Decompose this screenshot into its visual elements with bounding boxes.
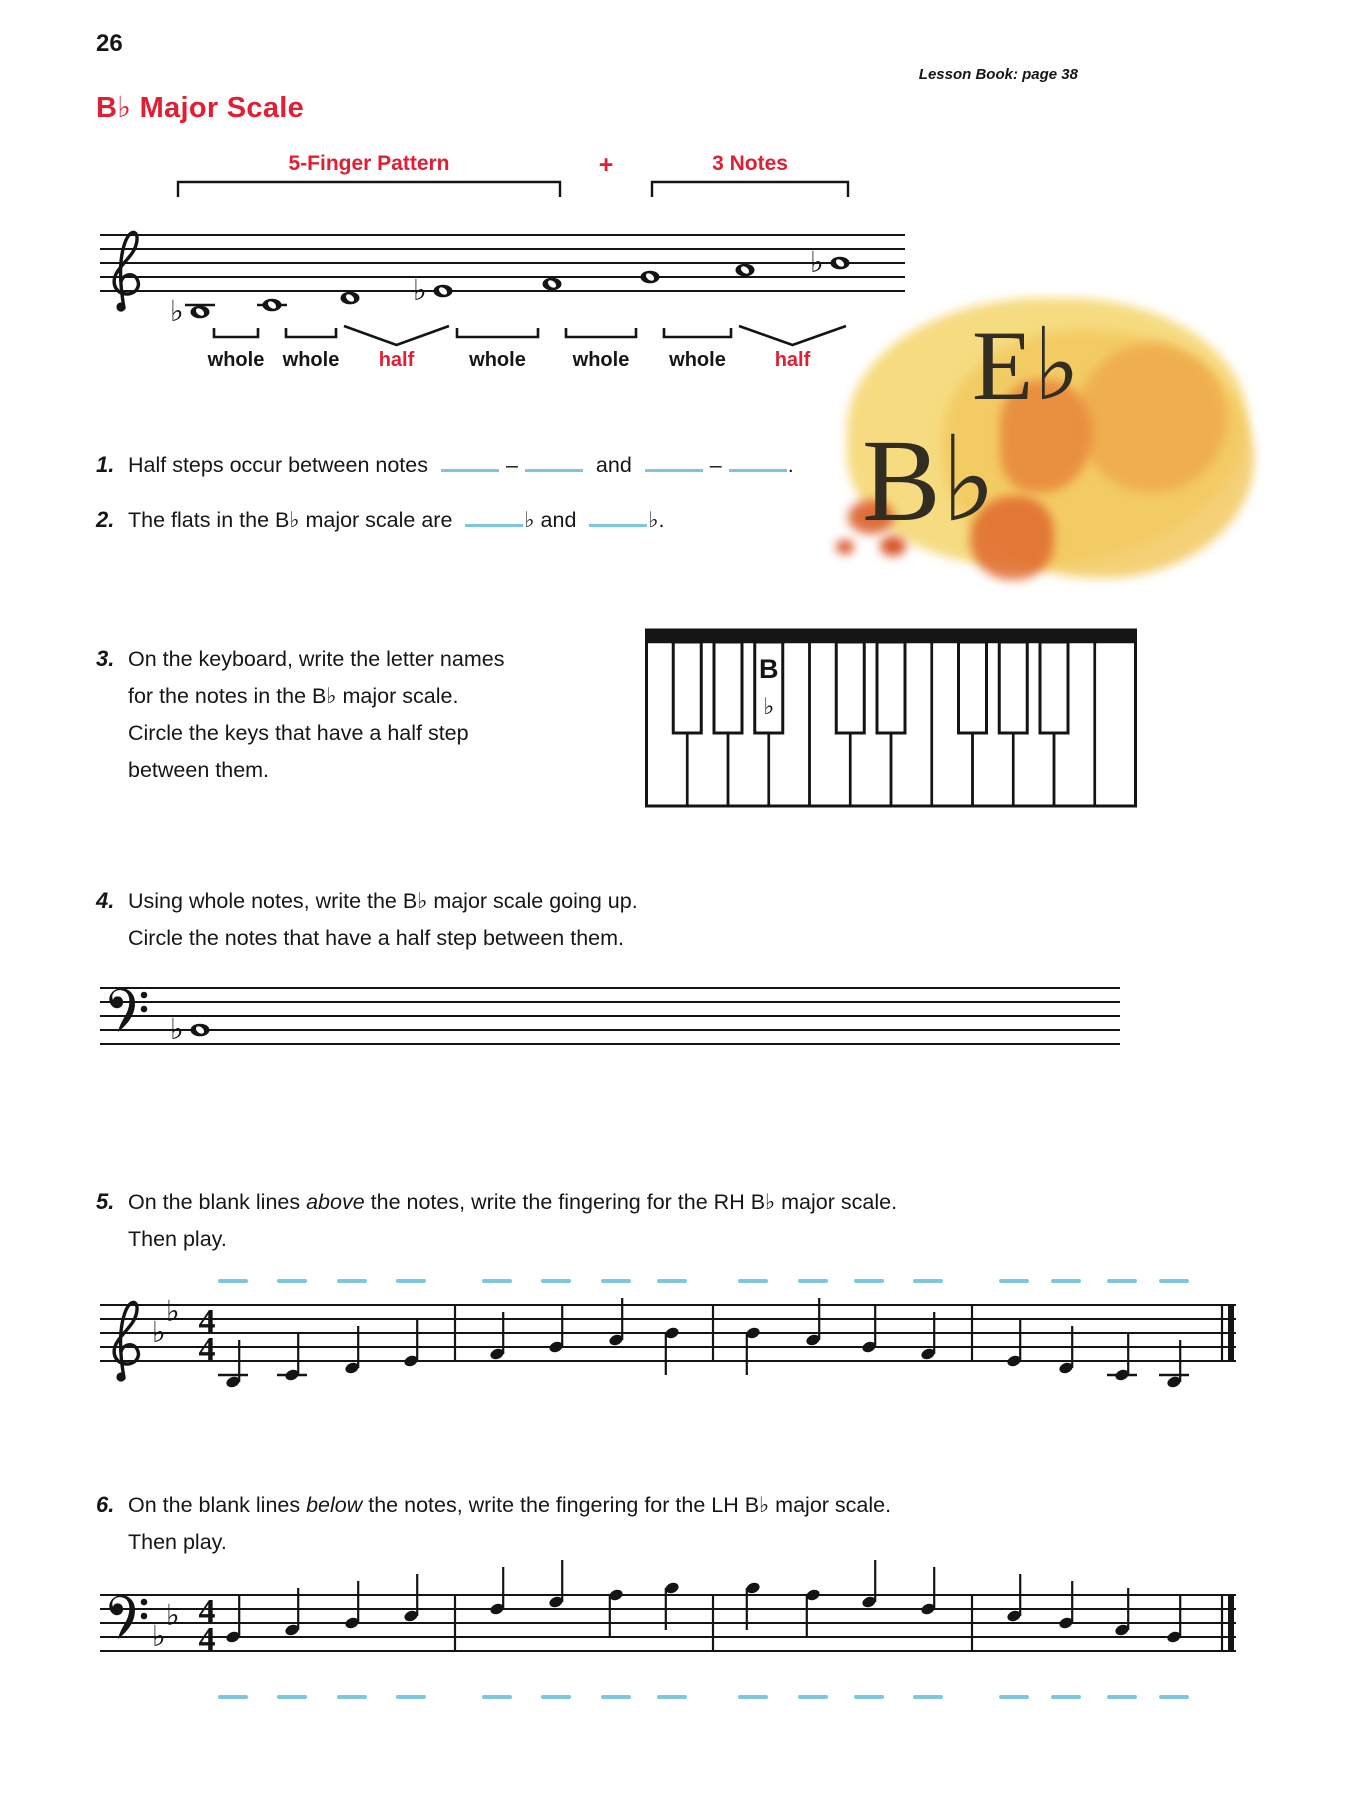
fingering-blank-dash[interactable] [482,1279,512,1283]
fingering-blank-dash[interactable] [854,1279,884,1283]
and-text: and [595,453,632,477]
staff-group [100,1294,1236,1389]
clef-ball [116,1372,125,1381]
fingering-blank-dash[interactable] [277,1695,307,1699]
fingering-blank-dash[interactable] [738,1279,768,1283]
step-label: whole [669,349,726,371]
whole-note [736,264,755,277]
fingering-blank-dash[interactable] [999,1695,1029,1699]
question-5 [96,1183,897,1258]
question-6-post: the notes, write the fingering for the LH B♭ major scale. [362,1493,892,1517]
question-5-post: the notes, write the fingering for the RH B♭ major scale. [364,1190,898,1214]
final-barline-thick [1228,1305,1234,1361]
question-6-line2: Then play. [128,1530,227,1554]
question-2-number: 2. [96,507,115,532]
question-5-pre: On the blank lines [128,1190,307,1214]
fingering-blank-dash[interactable] [337,1279,367,1283]
answer-blank[interactable] [465,506,523,527]
fingering-blank-dash[interactable] [218,1695,248,1699]
flat-accidental-icon: ♭ [810,245,824,279]
letter-b-flat: B♭ [862,415,997,546]
question-6-pre: On the blank lines [128,1493,307,1517]
keyboard-diagram [645,628,1137,810]
treble-clef-icon [114,1302,138,1378]
quarter-note [920,1567,936,1616]
fingering-blank-dash[interactable] [541,1695,571,1699]
quarter-note [344,1581,360,1630]
time-signature-bottom: 4 [198,1621,216,1658]
quarter-note [548,1560,564,1609]
step-label: half [774,349,811,371]
whole-half-step-row [207,326,846,371]
question-3 [96,640,504,789]
question-6-number: 6. [96,1492,115,1517]
quarter-note [548,1305,564,1354]
lh-scale-staff [0,1555,1350,1755]
whole-note [641,271,660,284]
watercolor-speck [836,540,854,554]
quarter-note [284,1333,300,1382]
whole-note [341,292,360,305]
three-notes-label: 3 Notes [712,152,788,175]
time-signature-top: 4 [198,1593,216,1630]
whole-step-bracket [566,328,636,337]
flat-accidental-icon: ♭ [170,294,184,328]
fingering-blank-dash[interactable] [396,1279,426,1283]
step-label: whole [207,349,265,371]
quarter-note [403,1319,419,1368]
fingering-blank-dash[interactable] [601,1279,631,1283]
clef-dot [141,992,148,999]
b-flat-key-flat-icon: ♭ [763,694,775,720]
lesson-book-reference: Lesson Book: page 38 [918,66,1078,83]
question-4-number: 4. [96,888,115,913]
clef-dot [141,1006,148,1013]
fingering-blank-dash[interactable] [541,1279,571,1283]
quarter-note [664,1326,680,1375]
question-4-line2: Circle the notes that have a half step between them. [128,926,624,950]
question-4-line1: Using whole notes, write the B♭ major scale going up. [128,889,638,913]
key-signature-flat-icon: ♭ [152,1315,166,1349]
question-6-emphasis: below [306,1493,363,1517]
and-text: and [540,508,577,532]
whole-note [191,306,210,319]
quarter-note [1058,1581,1074,1630]
whole-note [831,257,850,270]
fingering-blank-dash[interactable] [798,1695,828,1699]
fingering-blank-dash[interactable] [396,1695,426,1699]
quarter-note [805,1588,821,1637]
answer-blank[interactable] [589,506,647,527]
key-signature-flat-icon: ♭ [166,1294,180,1328]
letter-e-flat: E♭ [972,310,1081,421]
question-6 [96,1486,891,1561]
five-finger-pattern-label: 5-Finger Pattern [288,152,450,175]
flat-accidental-icon: ♭ [413,273,427,307]
fingering-blank-dash[interactable] [1159,1279,1189,1283]
fingering-blank-dash[interactable] [218,1279,248,1283]
clef-dot [141,1599,148,1606]
period: . [787,453,794,477]
question-1-number: 1. [96,452,115,477]
quarter-note [225,1595,241,1644]
answer-blank[interactable] [441,451,499,472]
step-label: whole [282,349,340,371]
three-notes-bracket [652,182,848,197]
staff-group [100,1560,1236,1658]
question-3-line3: Circle the keys that have a half step [128,721,469,745]
question-5-emphasis: above [306,1190,365,1214]
clef-ball [116,302,125,311]
staff-group [100,988,1120,1046]
quarter-note [1006,1319,1022,1368]
bass-staff-empty[interactable] [0,960,1350,1085]
question-5-line2: Then play. [128,1227,227,1251]
fingering-blank-dash[interactable] [1107,1279,1137,1283]
fingering-blank-dash[interactable] [277,1279,307,1283]
question-1 [96,450,794,480]
whole-step-bracket [214,328,258,337]
quarter-note [1114,1333,1130,1382]
question-5-number: 5. [96,1189,115,1214]
fingering-blank-dash[interactable] [913,1279,943,1283]
flat-sign-period: ♭. [648,508,665,532]
fingering-blank-dash[interactable] [1107,1695,1137,1699]
answer-blank[interactable] [525,451,583,472]
treble-clef-icon [114,232,138,308]
quarter-note [608,1588,624,1637]
question-2-text: The flats in the B♭ major scale are [128,508,453,532]
rh-scale-staff [0,1265,1350,1445]
bass-clef-icon [109,988,135,1032]
time-signature-bottom: 4 [198,1331,216,1368]
answer-blank[interactable] [645,451,703,472]
quarter-note [489,1567,505,1616]
black-key[interactable] [959,642,987,733]
quarter-note [861,1560,877,1609]
black-key[interactable] [877,642,905,733]
time-signature-top: 4 [198,1303,216,1340]
step-label: whole [469,349,526,371]
page-title: B♭ Major Scale [96,92,305,124]
answer-blank[interactable] [729,451,787,472]
page-number: 26 [96,30,123,57]
fingering-blank-dash[interactable] [337,1695,367,1699]
step-label: whole [572,349,630,371]
question-2 [96,505,665,535]
staff-group [100,232,905,328]
plus-sign: + [598,151,614,179]
fingering-blank-dash[interactable] [854,1695,884,1699]
fingering-blank-dash[interactable] [1159,1695,1189,1699]
five-finger-bracket [178,182,560,197]
half-step-bracket [344,326,449,345]
fingering-blank-dash[interactable] [601,1695,631,1699]
question-3-line4: between them. [128,758,270,782]
question-4 [96,882,638,957]
whole-note [543,278,562,291]
flat-accidental-icon: ♭ [170,1012,184,1046]
bass-clef-icon [109,1595,135,1639]
quarter-note [403,1574,419,1623]
final-barline-thick [1228,1595,1234,1651]
step-label: half [378,349,415,371]
fingering-blank-dash[interactable] [657,1279,687,1283]
quarter-note [1166,1595,1182,1644]
dash: – [505,453,518,477]
whole-note [263,299,282,312]
black-key[interactable] [714,642,742,733]
quarter-note [861,1305,877,1354]
fingering-blank-dash[interactable] [913,1695,943,1699]
question-3-line1: On the keyboard, write the letter names [128,647,505,671]
quarter-note [745,1326,761,1375]
fingering-blank-dash[interactable] [999,1279,1029,1283]
black-key[interactable] [673,642,701,733]
question-1-text: Half steps occur between notes [128,453,428,477]
dash: – [709,453,722,477]
b-flat-key-letter: B [759,654,779,684]
black-key[interactable] [1040,642,1068,733]
scale-staff [100,232,905,328]
question-3-number: 3. [96,646,115,671]
clef-dot [141,1613,148,1620]
whole-step-bracket [664,328,731,337]
watercolor-art [822,288,1292,600]
whole-step-bracket [457,328,538,337]
fingering-blank-dash[interactable] [798,1279,828,1283]
fingering-blank-dash[interactable] [1051,1695,1081,1699]
black-key[interactable] [836,642,864,733]
whole-step-bracket [286,328,336,337]
fingering-blank-dash[interactable] [1051,1279,1081,1283]
fingering-blank-dash[interactable] [482,1695,512,1699]
black-key[interactable] [999,642,1027,733]
key-signature-flat-icon: ♭ [166,1598,180,1632]
watercolor-blob [1077,343,1227,493]
whole-note [191,1024,210,1037]
keyboard-top-strip [647,630,1136,642]
quarter-note [1006,1574,1022,1623]
fingering-blank-dash[interactable] [738,1695,768,1699]
flat-sign: ♭ [524,508,535,532]
key-signature-flat-icon: ♭ [152,1619,166,1653]
whole-note [434,285,453,298]
question-3-line2: for the notes in the B♭ major scale. [128,684,459,708]
fingering-blank-dash[interactable] [657,1695,687,1699]
